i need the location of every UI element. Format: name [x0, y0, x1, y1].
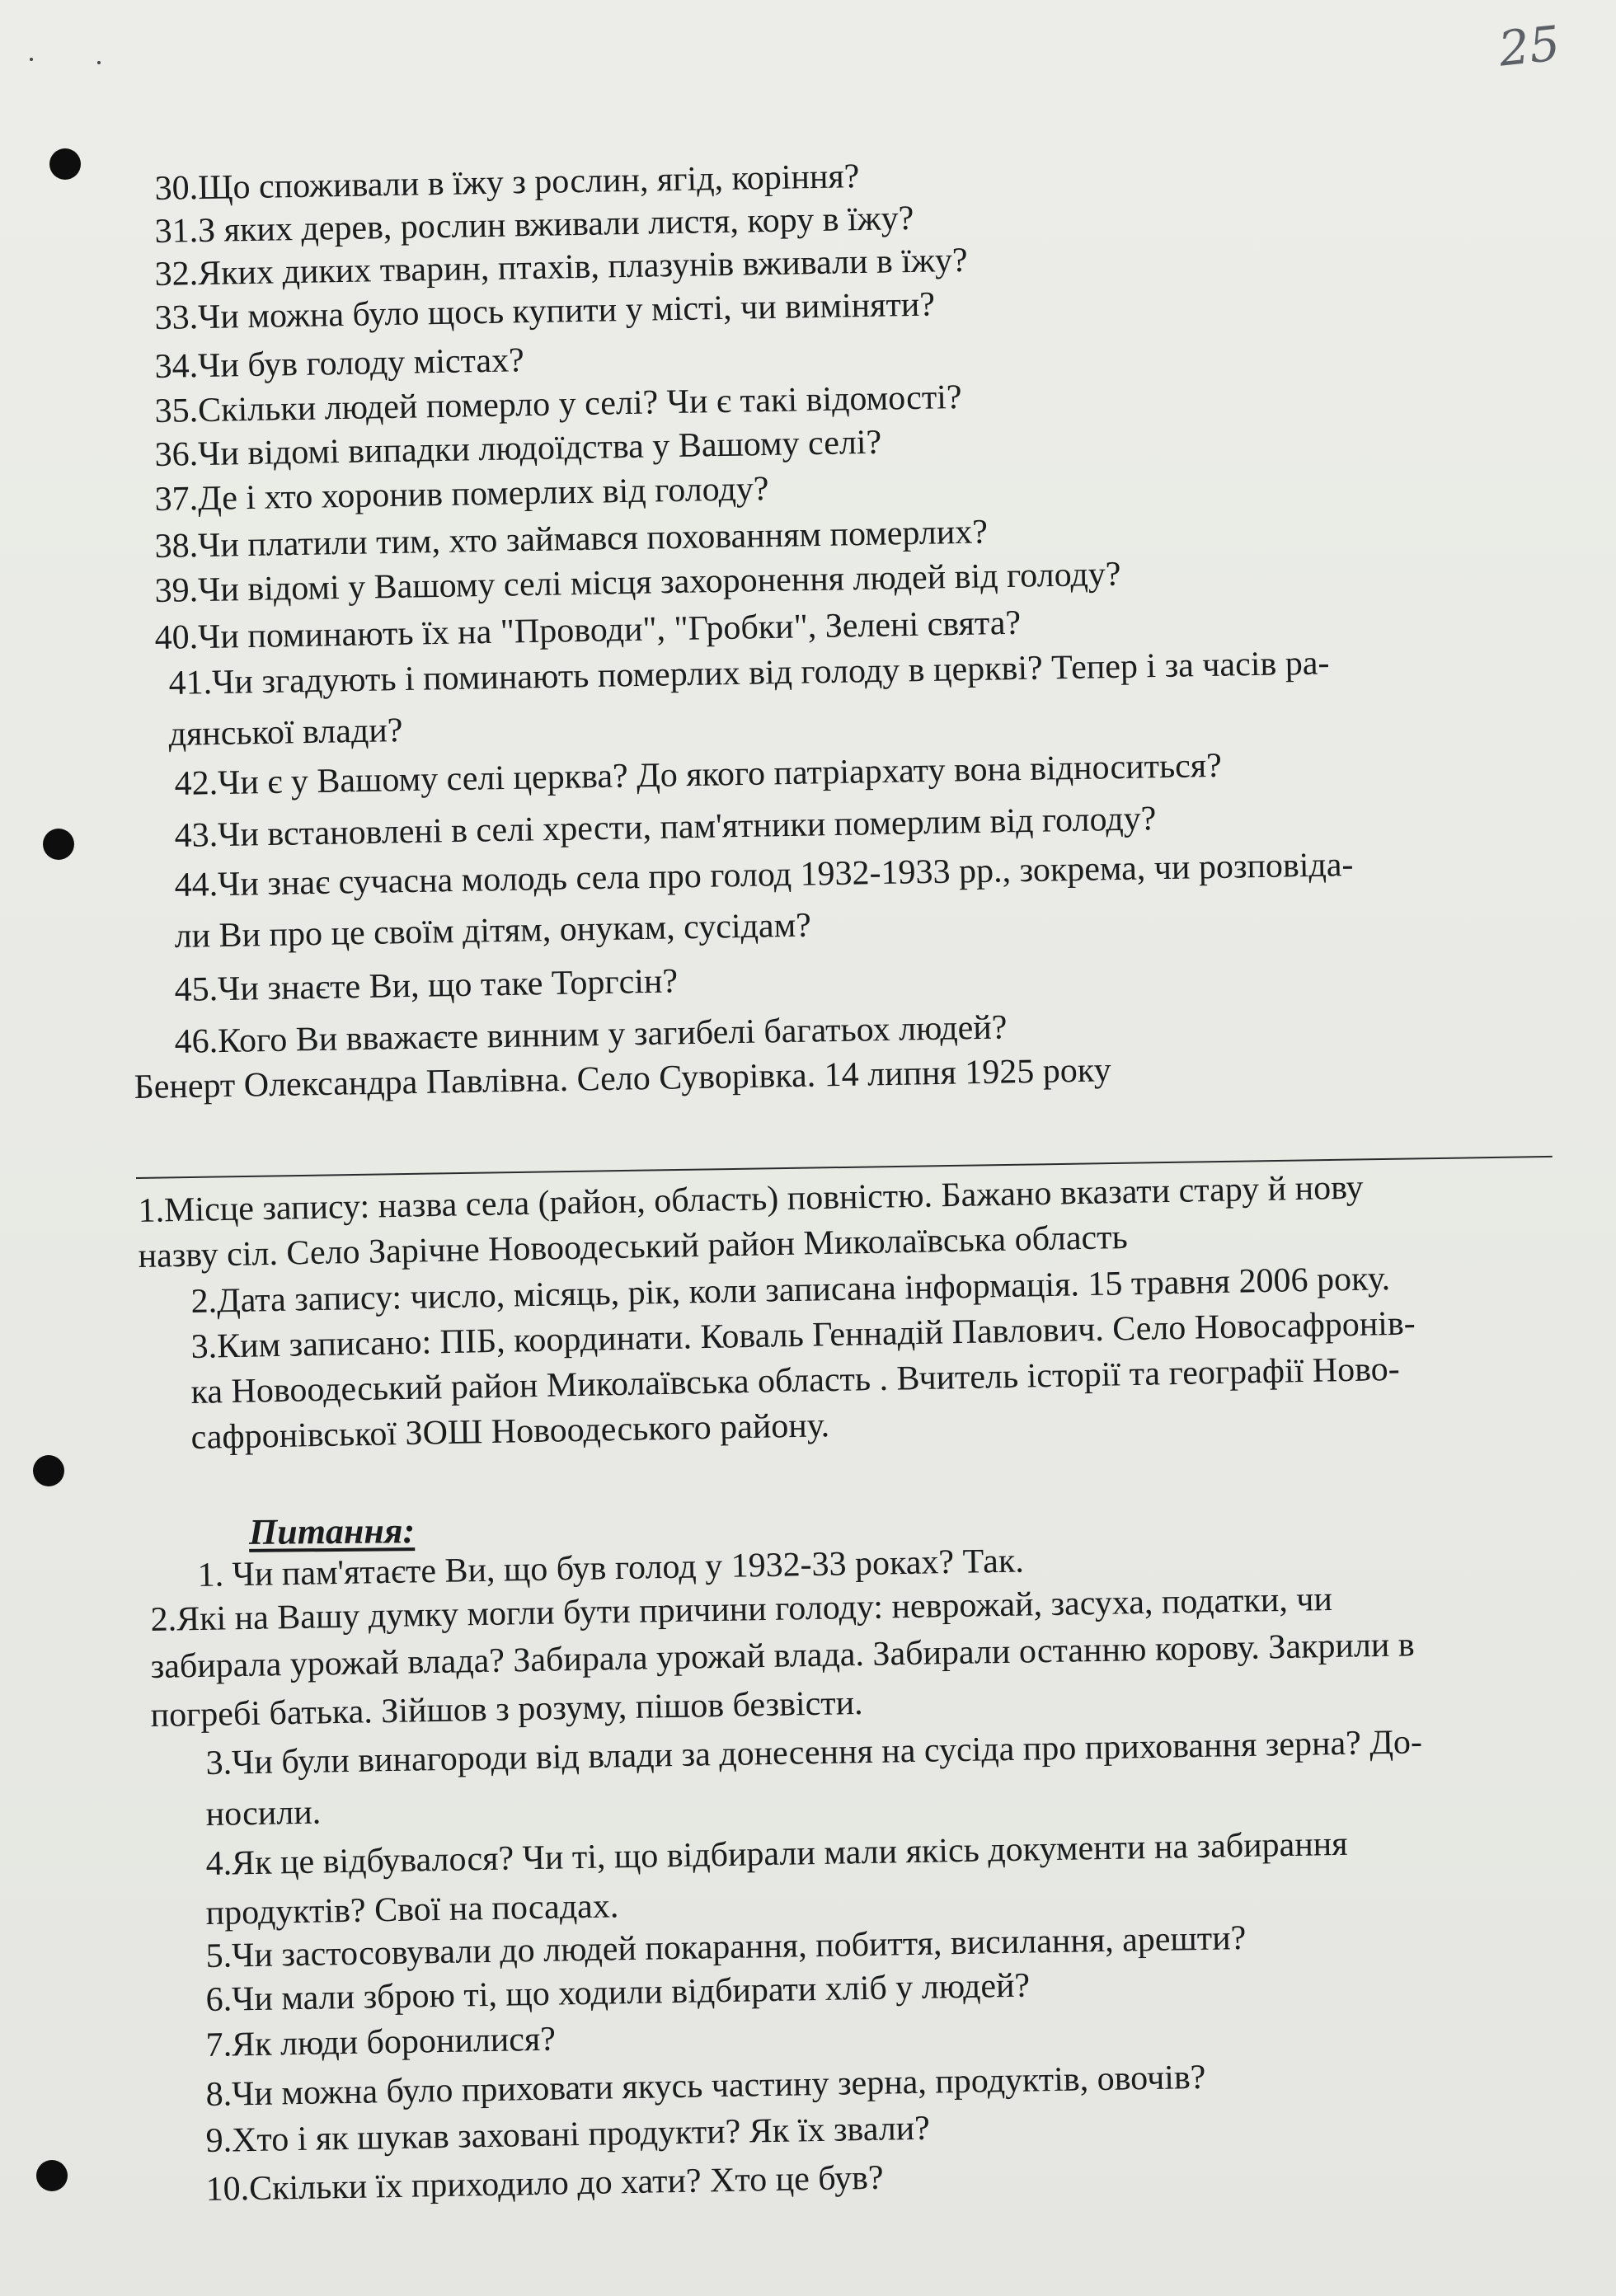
record-line: сафронівської ЗОШ Новоодеського району.: [190, 1406, 830, 1457]
question-line: 35.Скільки людей померло у селі? Чи є такі відомості?: [154, 378, 962, 430]
question-line: 44.Чи знає сучасна молодь села про голод 1932-1933 рр., зокрема, чи розповіда-: [174, 846, 1354, 904]
question-line: 37.Де і хто хоронив померлих від голоду?: [154, 470, 769, 519]
answer-line: погребі батька. Зійшов з розуму, пішов безвісти.: [150, 1683, 863, 1735]
record-line: 1.Місце запису: назва села (район, область) повністю. Бажано вказати стару й нову: [138, 1168, 1364, 1230]
question-line: 33.Чи можна було щось купити у місті, чи виміняти?: [154, 285, 936, 337]
punch-hole: [49, 148, 81, 180]
respondent-line: Бенерт Олександра Павлівна. Село Суворівка. 14 липня 1925 року: [134, 1051, 1112, 1106]
questions-heading: Питання:: [248, 1510, 416, 1552]
record-line: ка Новоодеський район Миколаївська область . Вчитель історії та географії Ново-: [190, 1350, 1401, 1411]
answer-line: 9.Хто і як шукав заховані продукти? Як їх звали?: [205, 2109, 931, 2160]
punch-hole: [43, 829, 74, 860]
answer-line: 3.Чи були винагороди від влади за донесення на сусіда про приховання зерна? До-: [205, 1723, 1423, 1782]
answer-line: 4.Як це відбувалося? Чи ті, що відбирали мали якісь документи на забирання: [205, 1824, 1348, 1883]
question-line: ли Ви про це своїм дітям, онукам, сусідам?: [174, 906, 812, 955]
question-line: дянської влади?: [168, 711, 403, 754]
punch-hole: [36, 2160, 68, 2191]
answer-line: 2.Які на Вашу думку могли бути причини голоду: неврожай, засуха, податки, чи: [150, 1580, 1333, 1639]
question-line: 32.Яких диких тварин, птахів, плазунів вживали в їжу?: [154, 241, 968, 293]
question-line: 30.Що споживали в їжу з рослин, ягід, коріння?: [154, 157, 860, 208]
question-line: 43.Чи встановлені в селі хрести, пам'ятники померлим від голоду?: [174, 800, 1157, 855]
question-line: 39.Чи відомі у Вашому селі місця захоронення людей від голоду?: [154, 555, 1121, 610]
question-line: 42.Чи є у Вашому селі церква? До якого патріархату вона відноситься?: [174, 746, 1223, 803]
scan-speck: [30, 58, 33, 61]
page-number: 25: [1496, 15, 1563, 77]
answer-line: продуктів? Свої на посадах.: [205, 1887, 619, 1932]
answer-line: 6.Чи мали зброю ті, що ходили відбирати хліб у людей?: [205, 1966, 1031, 2019]
answer-line: 5.Чи застосовували до людей покарання, побиття, висилання, арешти?: [205, 1918, 1247, 1975]
record-line: назву сіл. Село Зарічне Новоодеський район Миколаївська область: [138, 1218, 1129, 1275]
answer-line: 1. Чи пам'ятаєте Ви, що був голод у 1932-33 роках? Так.: [197, 1542, 1025, 1594]
record-line: 2.Дата запису: число, місяць, рік, коли записана інформація. 15 травня 2006 року.: [190, 1260, 1391, 1321]
scan-speck: [97, 61, 101, 64]
answer-line: забирала урожай влада? Забирала урожай влада. Забирали останню корову. Закрили в: [150, 1626, 1416, 1686]
question-line: 36.Чи відомі випадки людоїдства у Вашому селі?: [154, 423, 882, 474]
question-line: 40.Чи поминають їх на "Проводи", "Гробки", Зелені свята?: [154, 603, 1022, 657]
answer-line: 10.Скільки їх приходило до хати? Хто це був?: [205, 2158, 884, 2209]
record-line: 3.Ким записано: ПІБ, координати. Коваль Геннадій Павлович. Село Новосафронів-: [190, 1304, 1416, 1366]
question-line: 38.Чи платили тим, хто займався похованням померлих?: [154, 513, 989, 566]
answer-line: 8.Чи можна було приховати якусь частину зерна, продуктів, овочів?: [205, 2058, 1206, 2114]
punch-hole: [33, 1455, 64, 1486]
question-line: 34.Чи був голоду містах?: [154, 341, 525, 386]
question-line: 46.Кого Ви вважаєте винним у загибелі багатьох людей?: [174, 1008, 1008, 1061]
question-line: 31.З яких дерев, рослин вживали листя, кору в їжу?: [154, 199, 914, 251]
answer-line: 7.Як люди боронилися?: [205, 2020, 557, 2064]
question-line: 45.Чи знаєте Ви, що таке Торгсін?: [174, 962, 679, 1009]
answer-line: носили.: [205, 1793, 322, 1834]
question-line: 41.Чи згадують і поминають померлих від голоду в церкві? Тепер і за часів ра-: [168, 644, 1330, 702]
